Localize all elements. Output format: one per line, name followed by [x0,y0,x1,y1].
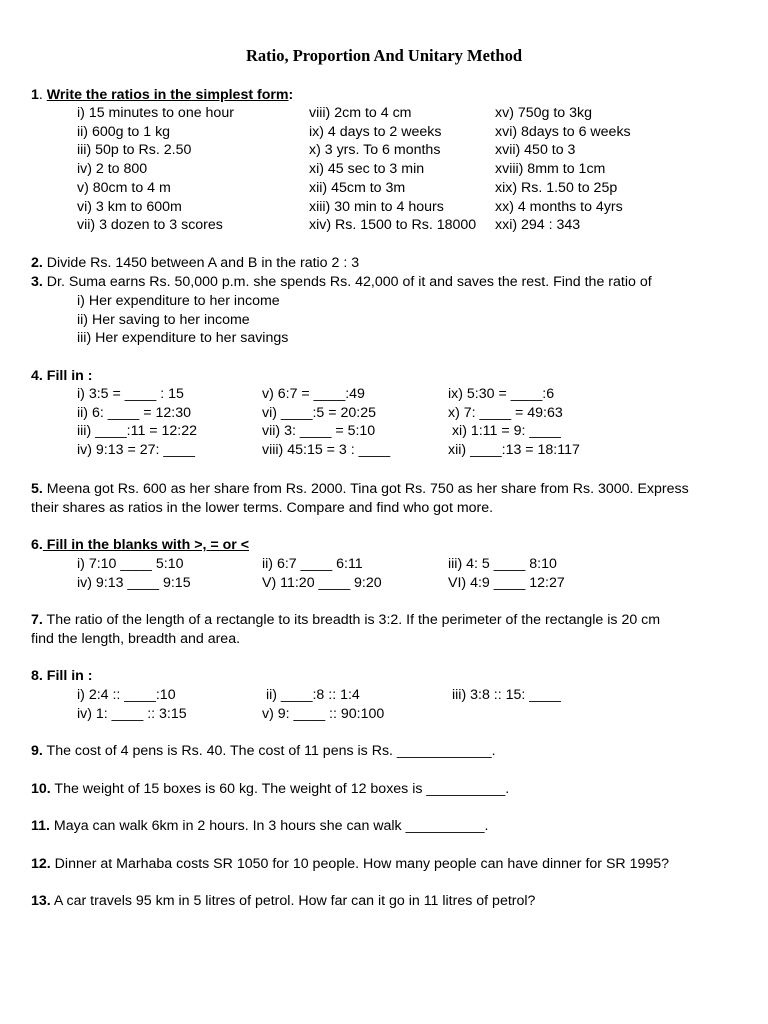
q6-item: ii) 6:7 ____ 6:11 [262,556,363,572]
q8-heading: 8. Fill in : [31,668,93,684]
q4-item: iii) ____:11 = 12:22 [77,423,198,440]
q8-column-3 [452,686,561,705]
q12-number: 12. [31,856,51,872]
q6-number: 6. [31,537,43,553]
q6-item: iv) 9:13 ____ 9:15 [77,574,191,591]
q4-column-3 [448,385,580,460]
q6-item: V) 11:20 ____ 9:20 [262,574,382,591]
q6-column-2 [262,555,382,592]
q4-item: vii) 3: ____ = 5:10 [262,423,376,440]
q4-item: ix) 5:30 = ____:6 [448,386,555,402]
q3-parts [77,292,288,348]
q10 [31,780,509,798]
q3-number: 3. [31,274,43,290]
q5-number: 5. [31,481,43,497]
q6-item: VI) 4:9 ____ 12:27 [448,574,565,591]
q9-text: The cost of 4 pens is Rs. 40. The cost of 11 pens is Rs. ____________. [42,743,496,759]
q1-column-3 [495,104,631,235]
q1-item: xxi) 294 : 343 [495,217,581,234]
q7-text: The ratio of the length of a rectangle to its breadth is 3:2. If the perimeter of the rectangle is 20 cm [42,612,661,628]
q4-item: xii) ____:13 = 18:117 [448,442,580,459]
q8-column-2 [262,686,384,723]
q1-item: x) 3 yrs. To 6 months [309,142,441,159]
q4-heading: 4. Fill in : [31,368,93,384]
q6-item: iii) 4: 5 ____ 8:10 [448,556,557,572]
q10-number: 10. [31,781,51,797]
q2 [31,254,359,272]
q1-item: viii) 2cm to 4 cm [309,105,412,121]
q9 [31,742,496,760]
q4-item: vi) ____:5 = 20:25 [262,404,376,421]
q3 [31,273,652,291]
q11 [31,817,488,835]
q6-heading-text: Fill in the blanks with >, = or < [42,537,249,553]
q7-line-2: find the length, breadth and area. [31,631,241,647]
q3-part: i) Her expenditure to her income [77,293,280,309]
q1-column-1 [77,104,234,235]
q11-text: Maya can walk 6km in 2 hours. In 3 hours she can walk __________. [49,818,489,834]
q1-item: i) 15 minutes to one hour [77,105,234,121]
q1-item: xv) 750g to 3kg [495,105,593,121]
q1-item: v) 80cm to 4 m [77,179,171,196]
q4-item: v) 6:7 = ____:49 [262,386,365,402]
q5-line-1 [31,480,689,498]
q5-text: Meena got Rs. 600 as her share from Rs. 2000. Tina got Rs. 750 as her share from Rs. 3000. Express [42,481,689,497]
q8-column-1 [77,686,187,723]
q8-item: iii) 3:8 :: 15: ____ [452,687,561,703]
q1-heading-text: Write the ratios in the simplest form [46,87,289,103]
q1-item: iii) 50p to Rs. 2.50 [77,142,192,159]
q1-item: xi) 45 sec to 3 min [309,161,425,178]
q12 [31,855,669,873]
q1-item: xx) 4 months to 4yrs [495,198,623,215]
q4-item: iv) 9:13 = 27: ____ [77,442,195,459]
q3-part: iii) Her expenditure to her savings [77,330,289,347]
q1-item: xvii) 450 to 3 [495,142,576,159]
q7-number: 7. [31,612,43,628]
q9-number: 9. [31,743,43,759]
q4-item: ii) 6: ____ = 12:30 [77,404,191,421]
q6-column-1 [77,555,191,592]
q6-column-3 [448,555,565,592]
q1-item: vii) 3 dozen to 3 scores [77,217,223,234]
q4-item: viii) 45:15 = 3 : ____ [262,442,391,459]
q1-item: ix) 4 days to 2 weeks [309,123,442,140]
q1-item: xiv) Rs. 1500 to Rs. 18000 [309,217,477,234]
q5-line-2: their shares as ratios in the lower terms. Compare and find who got more. [31,500,494,516]
q1-column-2 [309,104,476,235]
q1-item: vi) 3 km to 600m [77,198,182,215]
q8-item: iv) 1: ____ :: 3:15 [77,705,187,722]
q8-item: v) 9: ____ :: 90:100 [262,705,385,722]
q10-text: The weight of 15 boxes is 60 kg. The weight of 12 boxes is __________. [50,781,510,797]
q4-item: x) 7: ____ = 49:63 [448,404,563,421]
q2-text: Divide Rs. 1450 between A and B in the ratio 2 : 3 [42,255,360,271]
q1-item: xii) 45cm to 3m [309,179,406,196]
q6-heading [31,536,249,554]
q1-item: iv) 2 to 800 [77,161,148,178]
q8-item: ii) ____:8 :: 1:4 [262,687,360,703]
q13-text: A car travels 95 km in 5 litres of petrol. How far can it go in 11 litres of petrol? [50,893,536,909]
q1-heading: 1. Write the ratios in the simplest form: [31,87,294,103]
q2-number: 2. [31,255,43,271]
q1-item: xix) Rs. 1.50 to 25p [495,179,618,196]
q1-number: 1 [31,87,39,103]
q7-line-1 [31,611,660,629]
q4-item: i) 3:5 = ____ : 15 [77,386,184,402]
q1-item: ii) 600g to 1 kg [77,123,171,140]
q13-number: 13. [31,893,51,909]
q1-item: xiii) 30 min to 4 hours [309,198,444,215]
q12-text: Dinner at Marhaba costs SR 1050 for 10 people. How many people can have dinner for SR 1995? [50,856,670,872]
q13 [31,892,535,910]
q4-column-1 [77,385,197,460]
q11-number: 11. [31,818,50,834]
q3-text: Dr. Suma earns Rs. 50,000 p.m. she spends Rs. 42,000 of it and saves the rest. Find the ratio of [42,274,652,290]
page-title: Ratio, Proportion And Unitary Method [245,46,523,65]
q4-column-2 [262,385,390,460]
q8-item: i) 2:4 :: ____:10 [77,687,176,703]
q3-part: ii) Her saving to her income [77,311,250,328]
q4-item: xi) 1:11 = 9: ____ [448,423,561,440]
q1-item: xvi) 8days to 6 weeks [495,123,631,140]
q1-item: xviii) 8mm to 1cm [495,161,606,178]
q6-item: i) 7:10 ____ 5:10 [77,556,184,572]
